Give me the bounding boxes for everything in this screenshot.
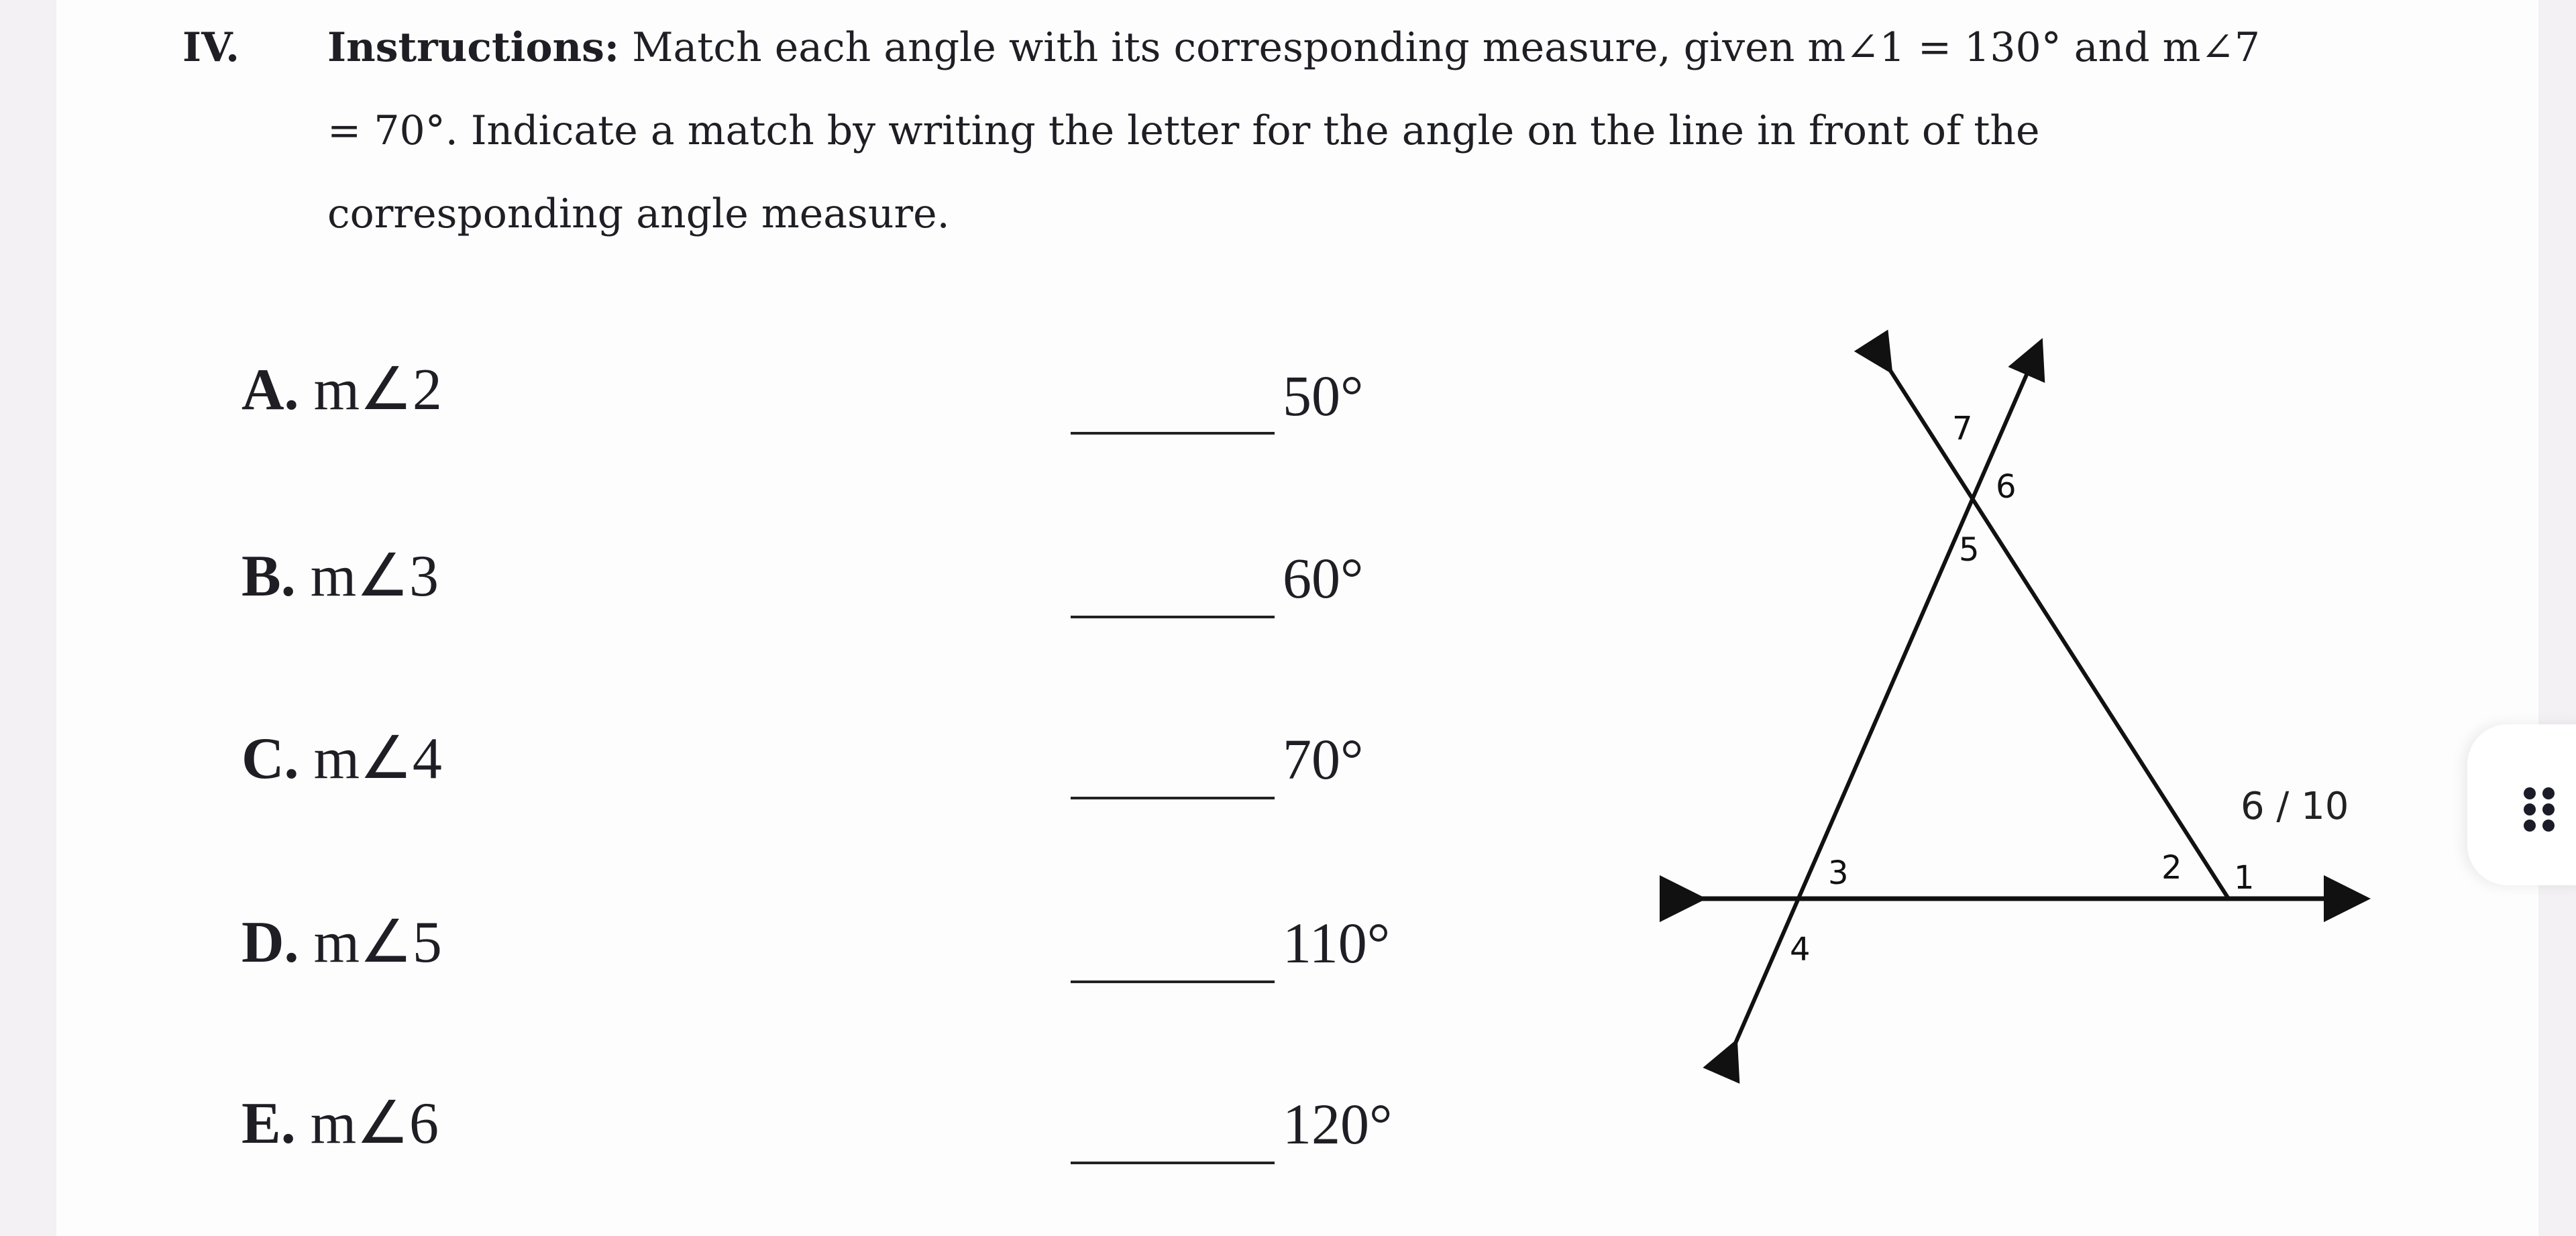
angle-label-4: 4 xyxy=(1790,931,1811,968)
page-indicator: 6 / 10 xyxy=(2241,785,2349,828)
angle-label-1: 1 xyxy=(2234,859,2255,897)
angle-label-7: 7 xyxy=(1952,410,1973,447)
item-label: m∠6 xyxy=(310,1091,439,1156)
instructions-line-3: corresponding angle measure. xyxy=(327,190,950,237)
measure-60: 60° xyxy=(1283,546,1364,610)
instructions-line-1-text: Match each angle with its corresponding measure, given m∠1 = 130° and m∠7 xyxy=(619,24,2260,71)
instructions-line-2: = 70°. Indicate a match by writing the letter for the angle on the line in front of the xyxy=(327,107,2040,154)
item-label: m∠4 xyxy=(313,726,442,791)
measure-70: 70° xyxy=(1283,727,1364,791)
measure-120: 120° xyxy=(1283,1092,1393,1156)
item-letter: C. xyxy=(241,726,299,791)
section-number: IV. xyxy=(182,24,240,71)
angle-label-6: 6 xyxy=(1996,468,2017,506)
item-label: m∠2 xyxy=(313,357,442,423)
angle-label-5: 5 xyxy=(1959,531,1980,569)
item-label: m∠3 xyxy=(310,544,439,609)
measure-110: 110° xyxy=(1283,911,1391,975)
viewer-menu-button[interactable] xyxy=(2467,724,2576,885)
angle-label-2: 2 xyxy=(2161,849,2182,887)
measure-50: 50° xyxy=(1283,363,1364,428)
item-label: m∠5 xyxy=(313,910,442,975)
left-transversal xyxy=(1734,345,2039,1046)
instructions-heading: Instructions: xyxy=(327,24,620,71)
item-letter: E. xyxy=(241,1091,296,1156)
item-letter: A. xyxy=(241,357,299,423)
angle-label-3: 3 xyxy=(1828,854,1849,892)
right-transversal xyxy=(1888,368,2229,899)
item-letter: B. xyxy=(241,544,296,609)
item-letter: D. xyxy=(241,910,299,975)
